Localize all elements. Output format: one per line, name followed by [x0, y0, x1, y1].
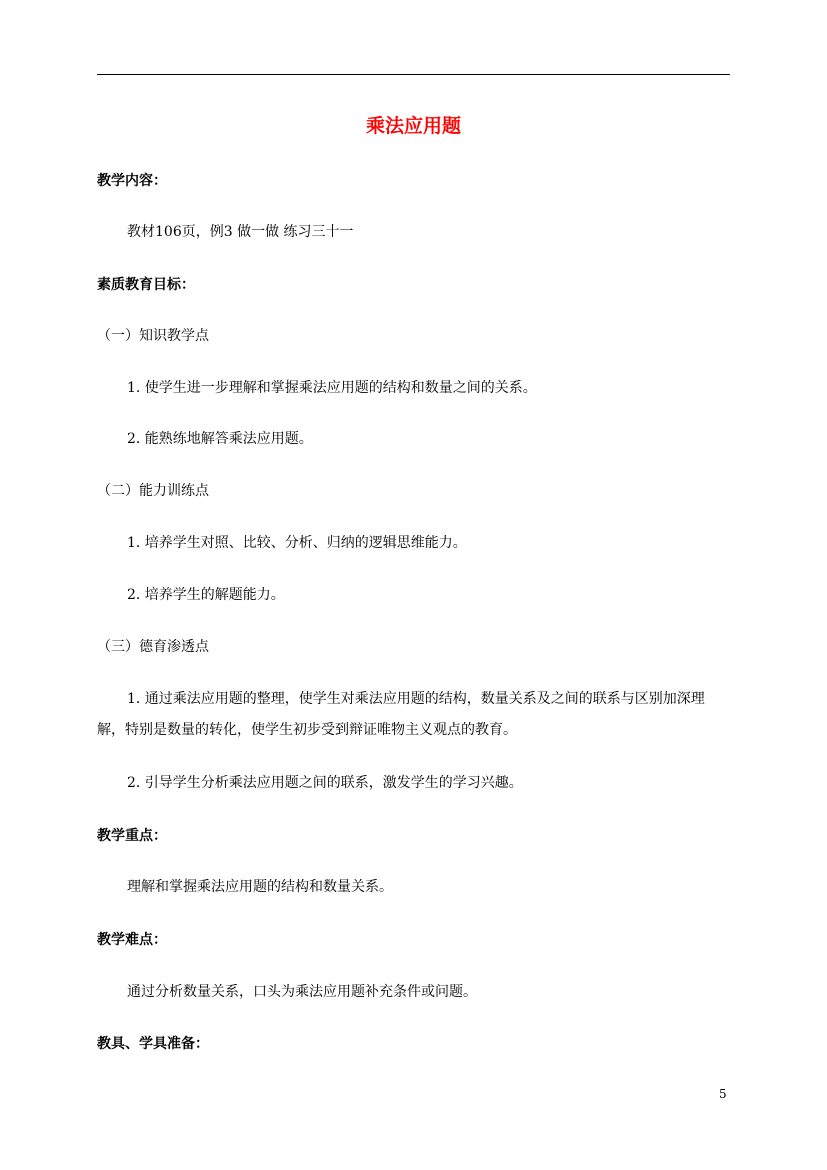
paragraph-teaching-difficulty: 通过分析数量关系，口头为乘法应用题补充条件或问题。 [127, 984, 477, 1000]
heading-teaching-difficulty: 教学难点： [97, 932, 167, 948]
subheading-moral-points: （三）德育渗透点 [97, 639, 209, 655]
list-item-moral-1: 1. 通过乘法应用题的整理，使学生对乘法应用题的结构，数量关系及之间的联系与区别加深理 [127, 691, 705, 707]
heading-teaching-focus: 教学重点： [97, 828, 167, 844]
subheading-knowledge-points: （一）知识教学点 [97, 328, 209, 344]
list-item-ability-2: 2. 培养学生的解题能力。 [127, 587, 285, 603]
page-number: 5 [719, 1087, 727, 1101]
list-item-moral-2: 2. 引导学生分析乘法应用题之间的联系，激发学生的学习兴趣。 [127, 775, 523, 791]
document-title: 乘法应用题 [365, 115, 461, 137]
subheading-ability-points: （二）能力训练点 [97, 483, 209, 499]
paragraph-teaching-focus: 理解和掌握乘法应用题的结构和数量关系。 [127, 879, 393, 895]
heading-teaching-content: 教学内容： [97, 173, 167, 189]
heading-quality-goals: 素质教育目标： [97, 277, 195, 293]
list-item-knowledge-1: 1. 使学生进一步理解和掌握乘法应用题的结构和数量之间的关系。 [127, 380, 537, 396]
header-rule [97, 74, 730, 75]
list-item-moral-1-continued: 解，特别是数量的转化，使学生初步受到辩证唯物主义观点的教育。 [97, 722, 517, 738]
list-item-knowledge-2: 2. 能熟练地解答乘法应用题。 [127, 431, 313, 447]
heading-teaching-aids: 教具、学具准备： [97, 1036, 209, 1052]
paragraph-textbook-reference: 教材106页，例3 做一做 练习三十一 [127, 224, 354, 240]
list-item-ability-1: 1. 培养学生对照、比较、分析、归纳的逻辑思维能力。 [127, 535, 467, 551]
